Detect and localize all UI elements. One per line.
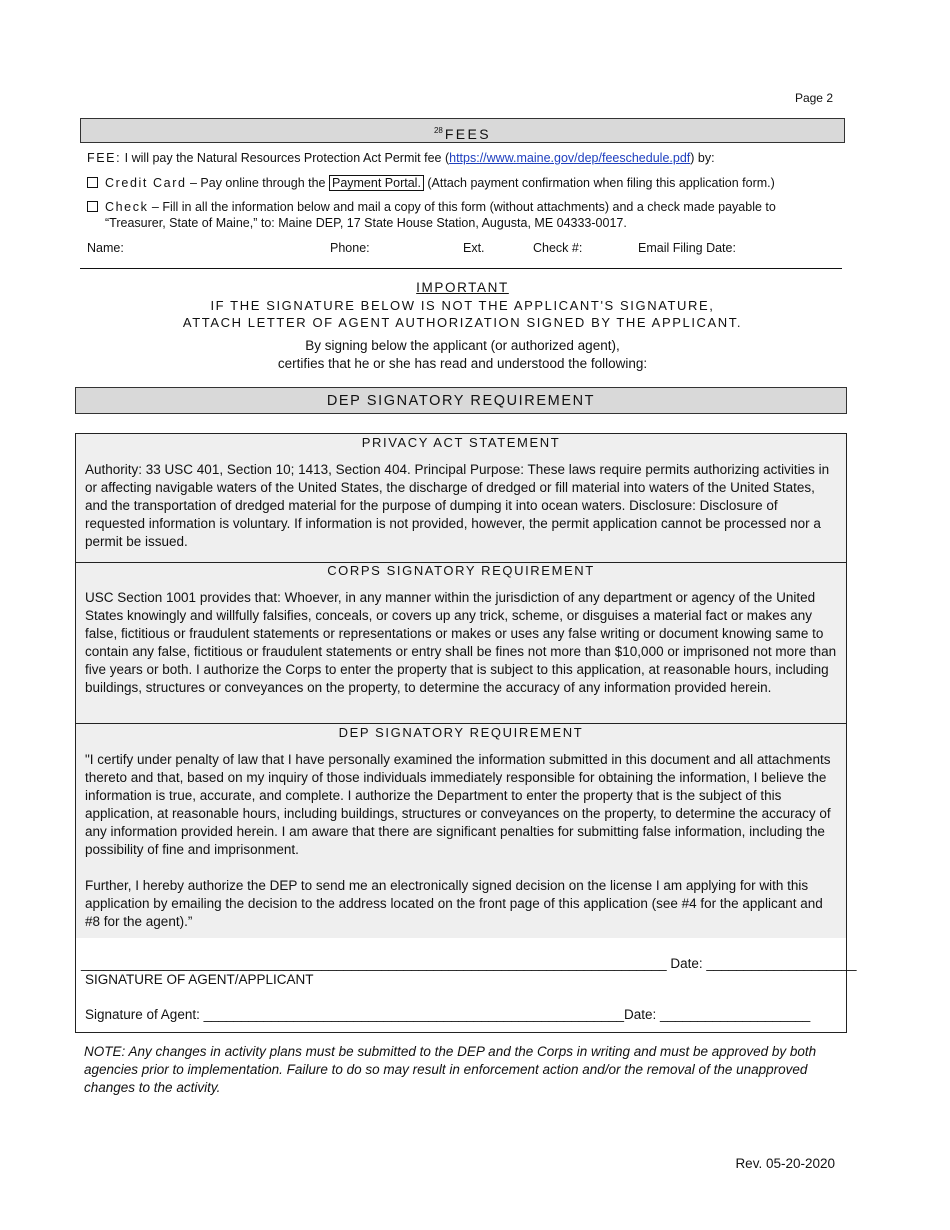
activity-changes-note: NOTE: Any changes in activity plans must be submitted to the DEP and the Corps in writing and must be approved by both agencies prior to implementation. Failure to do so may result in enforcement action and/or the removal of the unapproved changes to the activity.: [84, 1044, 817, 1095]
credit-card-note: (Attach payment confirmation when filing this application form.): [423, 176, 775, 190]
privacy-body: Authority: 33 USC 401, Section 10; 1413, Section 404. Principal Purpose: These laws require permits authorizing activities in or affecting navigable waters of the United States, the discharge of dredged or fill material into waters of the United States, and the transportation of dredged material for the purpose of dumping it into ocean waters. Disclosure: Disclosure of requested information is voluntary. If information is not provided, however, the permit application cannot be processed nor a permit be issued.: [85, 462, 830, 549]
check-number-field-label: Check #:: [533, 241, 583, 255]
name-field-label: Name:: [87, 241, 124, 255]
fields-divider: [80, 268, 842, 269]
email-filing-date-label: Email Filing Date:: [638, 241, 736, 255]
applicant-signature-line[interactable]: ______________________________________________________________________________ Date: ____________________: [81, 956, 857, 971]
dep-title: DEP SIGNATORY REQUIREMENT: [338, 725, 584, 740]
check-text-line2: “Treasurer, State of Maine,” to: Maine DEP, 17 State House Station, Augusta, ME 04333-0017.: [105, 216, 627, 230]
page-number: Page 2: [794, 91, 833, 105]
fee-statement: [87, 151, 715, 165]
signatory-requirements-box: [75, 433, 857, 1033]
ext-field-label: Ext.: [463, 241, 485, 255]
important-line-4: certifies that he or she has read and understood the following:: [277, 356, 648, 371]
revision-date: Rev. 05-20-2020: [735, 1156, 835, 1171]
fee-text-after: ) by:: [690, 151, 715, 165]
check-checkbox[interactable]: [87, 201, 98, 212]
fee-text-before: I will pay the Natural Resources Protection Act Permit fee (: [124, 151, 450, 165]
important-title: IMPORTANT: [416, 280, 509, 295]
applicant-signature-label: SIGNATURE OF AGENT/APPLICANT: [85, 972, 314, 987]
privacy-title: PRIVACY ACT STATEMENT: [361, 435, 561, 450]
fees-section-number: 28: [433, 126, 443, 135]
corps-title: CORPS SIGNATORY REQUIREMENT: [327, 563, 595, 578]
important-line-2: ATTACH LETTER OF AGENT AUTHORIZATION SIGNED BY THE APPLICANT.: [182, 315, 743, 330]
corps-body: USC Section 1001 provides that: Whoever, in any manner within the jurisdiction of any department or agency of the United States knowingly and willfully falsifies, conceals, or covers up any trick, scheme, or disguises a material fact or makes any false, fictitious or fraudulent statements or representations or makes or uses any false writing or document knowing same to contain any false, fictitious or fraudulent statements or entry shall be fines not more than $10,000 or imprisoned not more than five years or both. I authorize the Corps to enter the property that is subject to this application, at reasonable hours, including buildings, structures or conveyances on the property, to determine the accuracy of any information provided herein.: [85, 590, 837, 695]
fees-section-header: [80, 118, 845, 143]
important-line-3: By signing below the applicant (or authorized agent),: [305, 338, 620, 353]
dep-body-paragraph-1: "I certify under penalty of law that I have personally examined the information submitted in this document and all attachments thereto and that, based on my inquiry of those individuals immediately responsible for obtaining the information, I believe the information is true, accurate, and complete. I authorize the Department to enter the property that is the subject of this application, at reasonable hours, including buildings, structures or conveyances on the property, to determine the accuracy of any information provided herein. I am aware that there are significant penalties for submitting false information, including the possibility of fine and imprisonment.: [85, 752, 831, 857]
check-label: Check: [105, 200, 149, 214]
dep-body-paragraph-2: Further, I hereby authorize the DEP to send me an electronically signed decision on the license I am applying for with this application by emailing the decision to the address located on the front page of this application (see #4 for the applicant and #8 for the agent).”: [85, 878, 823, 929]
dep-signatory-bar: DEP SIGNATORY REQUIREMENT: [75, 387, 847, 414]
credit-card-text: – Pay online through the: [186, 176, 329, 190]
check-option: [87, 199, 827, 231]
payment-portal-link[interactable]: Payment Portal.: [329, 175, 424, 191]
phone-field-label: Phone:: [330, 241, 370, 255]
important-heading: [80, 280, 845, 295]
credit-card-label: Credit Card: [105, 176, 187, 190]
fee-schedule-link[interactable]: https://www.maine.gov/dep/feeschedule.pdf: [449, 151, 691, 165]
check-text-line1: – Fill in all the information below and mail a copy of this form (without attachments) and a check made payable to: [148, 200, 776, 214]
credit-card-option: [87, 175, 775, 191]
fee-label: FEE:: [87, 151, 122, 165]
agent-signature-line[interactable]: Signature of Agent: ________________________________________________________Date: ____________________: [85, 1007, 811, 1022]
important-line-1: IF THE SIGNATURE BELOW IS NOT THE APPLICANT'S SIGNATURE,: [210, 298, 715, 313]
fees-title: FEES: [444, 126, 492, 142]
credit-card-checkbox[interactable]: [87, 177, 98, 188]
